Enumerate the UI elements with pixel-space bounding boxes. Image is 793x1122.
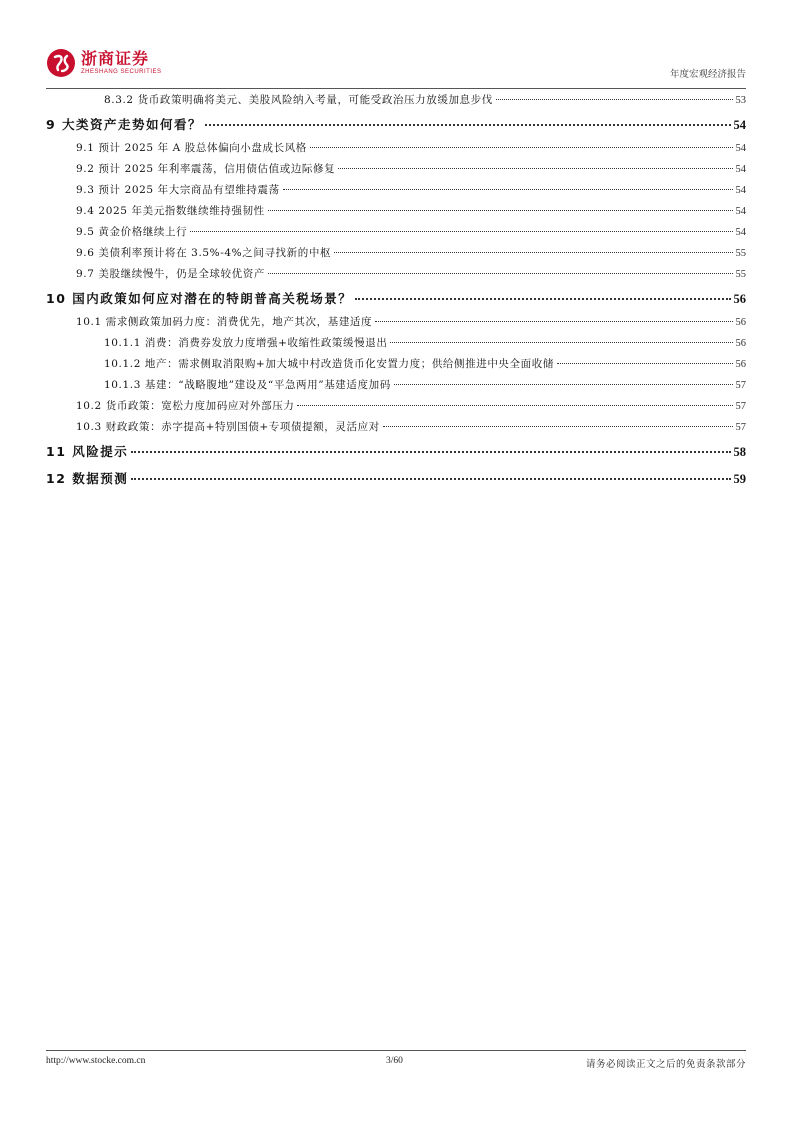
toc-entry[interactable] (46, 224, 746, 245)
footer-url[interactable]: http://www.stocke.com.cn (46, 1056, 146, 1066)
toc-entry[interactable] (46, 140, 746, 161)
toc-entry-page: 56 (735, 317, 746, 328)
toc-entry[interactable] (46, 440, 746, 467)
toc-dot-leader (310, 147, 733, 148)
toc-entry-label: 9.3 预计 2025 年大宗商品有望维持震荡 (76, 184, 280, 196)
toc-entry[interactable] (46, 203, 746, 224)
toc-entry-page: 54 (735, 206, 746, 217)
toc-entry-page: 55 (735, 248, 746, 259)
toc-entry-label: 9 大类资产走势如何看？ (46, 117, 203, 132)
toc-entry-label: 9.7 美股继续慢牛，仍是全球较优资产 (76, 268, 265, 280)
toc-dot-leader (131, 478, 730, 480)
toc-dot-leader (383, 426, 733, 427)
toc-entry[interactable] (46, 377, 746, 398)
toc-entry-page: 56 (733, 292, 746, 306)
toc-entry[interactable] (46, 356, 746, 377)
toc-dot-leader (268, 273, 733, 274)
toc-entry-page: 57 (735, 422, 746, 433)
toc-dot-leader (355, 298, 730, 300)
table-of-contents (46, 92, 746, 494)
toc-entry[interactable] (46, 161, 746, 182)
toc-entry-page: 54 (735, 227, 746, 238)
toc-dot-leader (375, 321, 732, 322)
toc-entry[interactable] (46, 314, 746, 335)
footer-divider (46, 1050, 746, 1051)
toc-dot-leader (283, 189, 733, 190)
toc-entry-page: 56 (735, 338, 746, 349)
brand-name-cn: 浙商证券 (81, 49, 150, 68)
toc-entry-label: 10.3 财政政策：赤字提高+特别国债+专项债提额，灵活应对 (76, 421, 380, 433)
toc-entry-label: 9.2 预计 2025 年利率震荡，信用债估值或边际修复 (76, 163, 336, 175)
toc-dot-leader (496, 99, 733, 100)
toc-dot-leader (338, 168, 732, 169)
toc-dot-leader (190, 231, 732, 232)
toc-entry[interactable] (46, 113, 746, 140)
toc-entry-page: 54 (735, 164, 746, 175)
toc-dot-leader (268, 210, 733, 211)
toc-entry-label: 9.1 预计 2025 年 A 股总体偏向小盘成长风格 (76, 142, 307, 154)
toc-dot-leader (334, 252, 732, 253)
header-divider (46, 88, 746, 89)
toc-entry[interactable] (46, 398, 746, 419)
toc-entry-label: 10 国内政策如何应对潜在的特朗普高关税场景？ (46, 291, 353, 306)
toc-entry[interactable] (46, 92, 746, 113)
toc-entry-page: 57 (735, 401, 746, 412)
toc-entry-label: 9.4 2025 年美元指数继续维持强韧性 (76, 205, 265, 217)
toc-entry-page: 57 (735, 380, 746, 391)
toc-dot-leader (205, 124, 730, 126)
toc-entry-page: 54 (735, 185, 746, 196)
toc-entry-label: 10.1.2 地产：需求侧取消限购+加大城中村改造货币化安置力度；供给侧推进中央全面收储 (104, 358, 554, 370)
brand-logo (46, 48, 162, 78)
toc-entry-page: 55 (735, 269, 746, 280)
toc-entry-label: 11 风险提示 (46, 444, 129, 459)
brand-name-en: ZHESHANG SECURITIES (81, 69, 162, 75)
toc-entry-page: 54 (733, 118, 746, 132)
toc-entry[interactable] (46, 467, 746, 494)
toc-entry-page: 58 (733, 445, 746, 459)
toc-entry[interactable] (46, 266, 746, 287)
footer-disclaimer: 请务必阅读正文之后的免责条款部分 (585, 1059, 746, 1070)
page-number: 3/60 (386, 1056, 403, 1066)
toc-dot-leader (390, 342, 732, 343)
toc-entry-label: 8.3.2 货币政策明确将美元、美股风险纳入考量，可能受政治压力放缓加息步伐 (104, 94, 493, 106)
toc-entry[interactable] (46, 335, 746, 356)
toc-entry-page: 53 (735, 95, 746, 106)
toc-dot-leader (394, 384, 733, 385)
toc-entry-label: 10.1.3 基建：“战略腹地”建设及“平急两用”基建适度加码 (104, 379, 391, 391)
toc-entry-label: 10.1 需求侧政策加码力度：消费优先，地产其次，基建适度 (76, 316, 373, 328)
toc-entry-label: 10.2 货币政策：宽松力度加码应对外部压力 (76, 400, 295, 412)
toc-entry-label: 10.1.1 消费：消费券发放力度增强+收缩性政策缓慢退出 (104, 337, 388, 349)
toc-entry[interactable] (46, 419, 746, 440)
zheshang-logo-icon (46, 48, 76, 78)
toc-dot-leader (131, 451, 730, 453)
toc-entry-label: 9.5 黄金价格继续上行 (76, 226, 188, 238)
toc-entry-page: 59 (733, 472, 746, 486)
toc-entry-page: 56 (735, 359, 746, 370)
toc-entry[interactable] (46, 287, 746, 314)
toc-entry-page: 54 (735, 143, 746, 154)
toc-dot-leader (557, 363, 733, 364)
report-type: 年度宏观经济报告 (669, 69, 746, 80)
toc-entry-label: 9.6 美债利率预计将在 3.5%-4%之间寻找新的中枢 (76, 247, 332, 259)
toc-entry-label: 12 数据预测 (46, 471, 129, 486)
toc-dot-leader (297, 405, 732, 406)
page-header (46, 48, 746, 86)
toc-entry[interactable] (46, 182, 746, 203)
toc-entry[interactable] (46, 245, 746, 266)
